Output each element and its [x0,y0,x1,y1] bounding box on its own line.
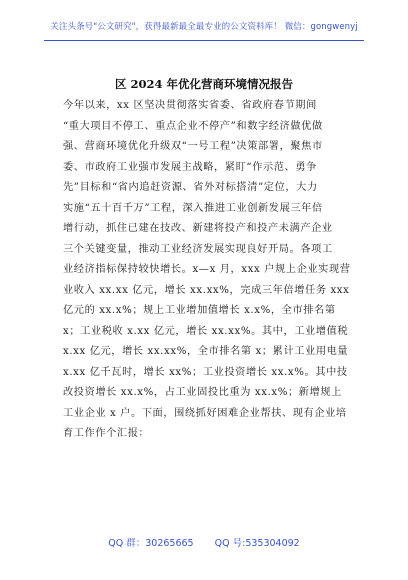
body-line: 改投资增长 xx.x%，占工业固投比重为 xx.x%；新增规上 [63,387,342,398]
header-banner: 关注头条号"公文研究"，获得最新最全最专业的公文资料库！ 微信：gongwenyj [50,22,358,32]
document-body [63,96,351,445]
footer-qq-number: QQ 号:535304092 [214,538,300,549]
body-line: 业收入 xx.xx 亿元，增长 xx.xx%，完成三年倍增任务 xxx [63,284,350,296]
body-line: 强、营商环境优化升级双“一号工程”决策部署，聚焦市 [63,141,323,152]
body-line: 委、市政府工业强市发展主战略，紧盯“作示范、勇争 [63,161,317,173]
body-line: 实施“五十百千万”工程，深入推进工业创新发展三年倍 [63,202,323,214]
footer-qq-group: QQ 群：30265665 [108,538,194,549]
body-line: 亿元的 xx.x%；规上工业增加值增长 x.x%，全市排名第 [63,305,336,316]
body-line: 今年以来，xx 区坚决贯彻落实省委、省政府春节期间 [63,100,317,111]
body-line: “重大项目不停工、重点企业不停产”和数字经济做优做 [63,120,323,132]
body-line: 育工作作个汇报： [63,428,150,439]
document-title: 区 2024 年优化营商环境情况报告 [114,77,293,91]
body-line: 工业企业 x 户。下面，围绕抓好困难企业帮扶、现有企业培 [63,407,347,419]
body-line: 业经济指标保持较快增长。x—x 月，xxx 户规上企业实现营 [63,264,351,275]
body-line: x.xx 亿千瓦时，增长 xx%；工业投资增长 xx.x%。其中技 [63,366,348,378]
footer-contacts [0,535,408,549]
body-line: x；工业税收 x.xx 亿元，增长 xx.xx%。其中，工业增值税 [63,325,349,337]
body-line: x.xx 亿元，增长 xx.xx%，全市排名第 x；累计工业用电量 [63,346,349,357]
body-line: 增行动，抓住已建在技改、新建将投产和投产未满产企业 [63,223,333,234]
header-divider [44,40,364,41]
body-line: 先”目标和“省内追赶资源、省外对标搭清”定位，大力 [63,182,318,193]
body-line: 三个关键变量，推动工业经济发展实现良好开局。各项工 [63,243,333,255]
